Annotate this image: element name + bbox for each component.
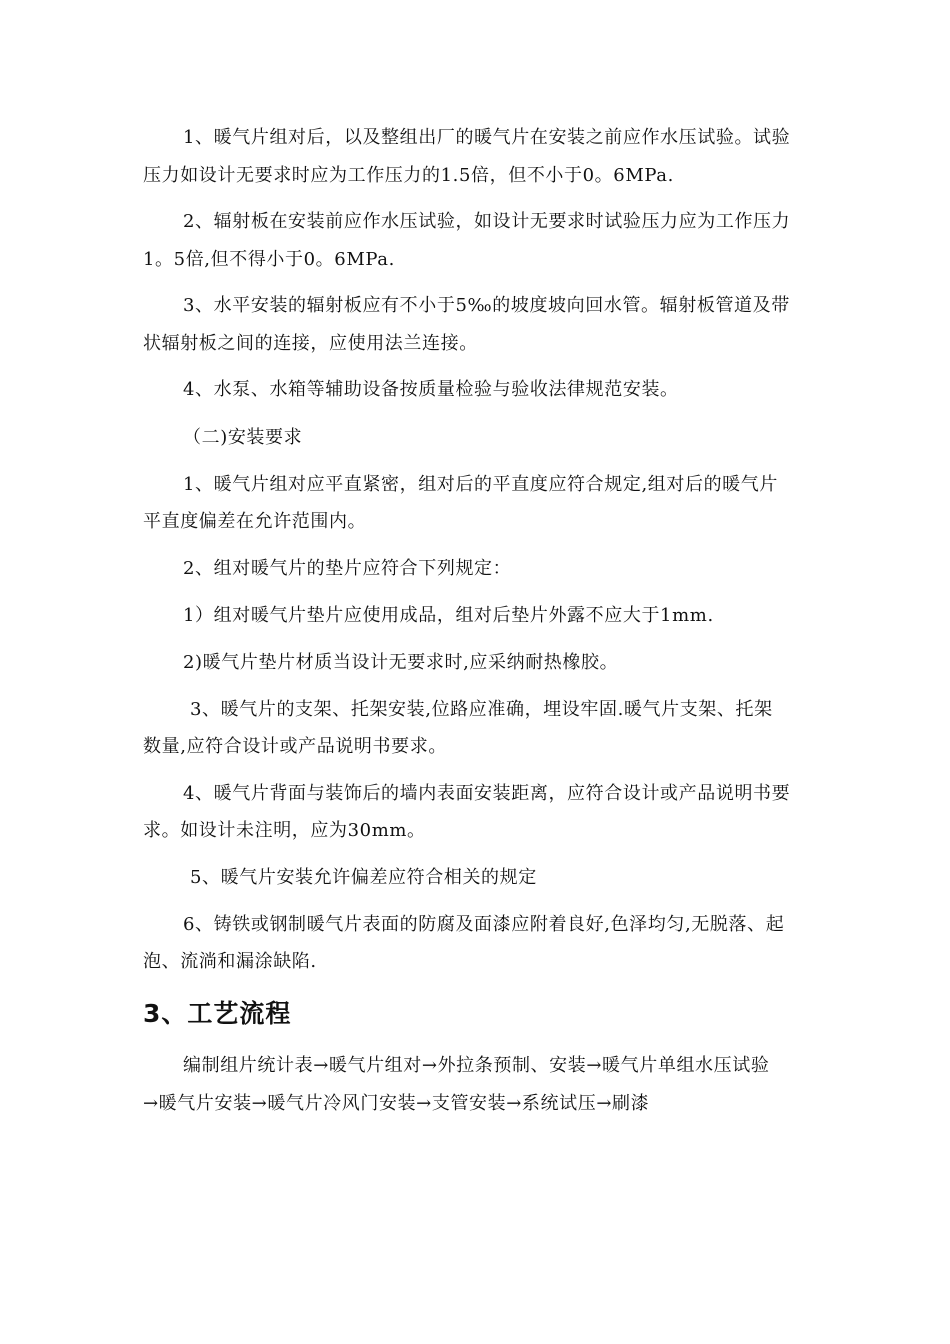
flow-line-1: 编制组片统计表→暖气片组对→外拉条预制、安装→暖气片单组水压试验	[183, 1055, 770, 1076]
paragraph-9-line-1: 3、暖气片的支架、托架安装,位路应准确，埋设牢固.暖气片支架、托架	[190, 699, 773, 720]
paragraph-5-line-1: 1、暖气片组对应平直紧密，组对后的平直度应符合规定,组对后的暖气片	[183, 474, 778, 495]
paragraph-3-line-1: 3、水平安装的辐射板应有不小于5‰的坡度坡向回水管。辐射板管道及带	[183, 295, 790, 316]
paragraph-1-line-2: 压力如设计无要求时应为工作压力的1.5倍，但不小于0。6MPa.	[143, 165, 674, 186]
paragraph-3-line-2: 状辐射板之间的连接，应使用法兰连接。	[143, 333, 478, 354]
paragraph-12-line-2: 泡、流淌和漏涂缺陷.	[143, 951, 317, 972]
section-heading: 3、工艺流程	[143, 999, 292, 1028]
paragraph-10-line-2: 求。如设计未注明，应为30mm。	[143, 820, 426, 841]
paragraph-2-line-1: 2、辐射板在安装前应作水压试验，如设计无要求时试验压力应为工作压力	[183, 211, 791, 232]
paragraph-9-line-2: 数量,应符合设计或产品说明书要求。	[143, 736, 447, 757]
paragraph-5-line-2: 平直度偏差在允许范围内。	[143, 511, 367, 532]
subsection-title: （二)安装要求	[183, 427, 303, 448]
paragraph-1-line-1: 1、暖气片组对后，以及整组出厂的暖气片在安装之前应作水压试验。试验	[183, 127, 791, 148]
paragraph-2-line-2: 1。5倍,但不得小于0。6MPa.	[143, 249, 395, 270]
paragraph-10-line-1: 4、暖气片背面与装饰后的墙内表面安装距离，应符合设计或产品说明书要	[183, 783, 791, 804]
paragraph-12-line-1: 6、铸铁或钢制暖气片表面的防腐及面漆应附着良好,色泽均匀,无脱落、起	[183, 914, 785, 935]
paragraph-11: 5、暖气片安装允许偏差应符合相关的规定	[190, 867, 537, 888]
paragraph-4: 4、水泵、水箱等辅助设备按质量检验与验收法律规范安装。	[183, 379, 679, 400]
paragraph-6: 2、组对暖气片的垫片应符合下列规定：	[183, 558, 512, 579]
paragraph-7: 1）组对暖气片垫片应使用成品，组对后垫片外露不应大于1mm.	[183, 605, 714, 626]
paragraph-8: 2)暖气片垫片材质当设计无要求时,应采纳耐热橡胶。	[183, 652, 619, 673]
flow-line-2: →暖气片安装→暖气片冷风门安装→支管安装→系统试压→刷漆	[143, 1093, 650, 1114]
